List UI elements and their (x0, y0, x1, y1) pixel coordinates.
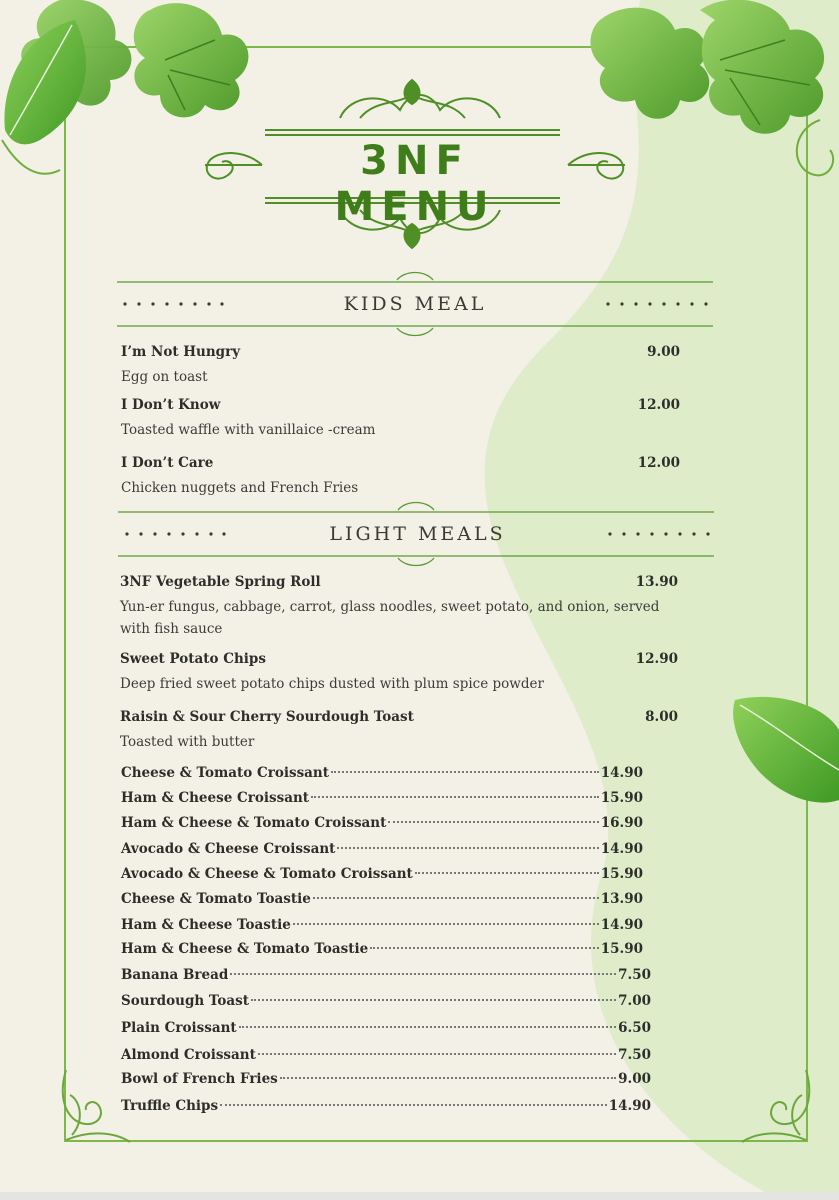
item-name: Sweet Potato Chips (120, 651, 266, 667)
list-item (121, 967, 651, 987)
bottom-strip (0, 1192, 839, 1200)
list-item (121, 765, 643, 785)
leader-dots (239, 1026, 616, 1028)
mint-leaf-icon (733, 697, 839, 803)
list-item-price: 9.00 (618, 1071, 651, 1087)
item-description: Chicken nuggets and French Fries (121, 480, 359, 496)
list-item (121, 866, 643, 886)
list-item-price: 13.90 (600, 891, 643, 907)
list-item-name: Ham & Cheese & Tomato Croissant (121, 815, 387, 831)
leader-dots (311, 796, 599, 798)
list-item-price: 6.50 (618, 1020, 651, 1036)
list-item-name: Cheese & Tomato Croissant (121, 765, 329, 781)
item-price: 13.90 (635, 574, 678, 590)
list-item-price: 15.90 (600, 941, 643, 957)
mint-leaf-icon (4, 20, 85, 144)
list-item-price: 14.90 (608, 1098, 651, 1114)
menu-title: 3NF MENU (334, 138, 496, 230)
list-item (121, 815, 643, 835)
list-item-name: Banana Bread (121, 967, 229, 983)
item-price: 8.00 (645, 709, 678, 725)
list-item-name: Avocado & Cheese & Tomato Croissant (121, 866, 413, 882)
list-item-price: 7.50 (618, 967, 651, 983)
list-item-price: 14.90 (600, 765, 643, 781)
leader-dots (370, 947, 599, 949)
leader-dots (415, 872, 599, 874)
leader-dots (331, 771, 599, 773)
list-item (121, 1098, 651, 1118)
list-item (121, 841, 643, 861)
list-item (121, 1071, 651, 1091)
list-item (121, 993, 651, 1013)
list-item-price: 7.00 (618, 993, 651, 1009)
item-name: Raisin & Sour Cherry Sourdough Toast (120, 709, 414, 725)
leader-dots (313, 897, 599, 899)
list-item-name: Ham & Cheese Croissant (121, 790, 309, 806)
list-item-name: Cheese & Tomato Toastie (121, 891, 311, 907)
list-item-name: Avocado & Cheese Croissant (121, 841, 336, 857)
leader-dots (258, 1053, 616, 1055)
list-item-name: Plain Croissant (121, 1020, 237, 1036)
item-description: Toasted with butter (120, 734, 255, 750)
item-name: I Don’t Know (121, 397, 221, 413)
item-price: 12.00 (637, 455, 680, 471)
item-name: 3NF Vegetable Spring Roll (120, 574, 321, 590)
list-item (121, 917, 643, 937)
list-item-price: 16.90 (600, 815, 643, 831)
list-item (121, 1047, 651, 1067)
item-description: Toasted waffle with vanillaice -cream (121, 422, 376, 438)
item-price: 9.00 (647, 344, 680, 360)
list-item-name: Almond Croissant (121, 1047, 256, 1063)
leader-dots (388, 821, 598, 823)
list-item-name: Ham & Cheese Toastie (121, 917, 291, 933)
item-name: I’m Not Hungry (121, 344, 241, 360)
list-item (121, 790, 643, 810)
leader-dots (230, 973, 616, 975)
list-item-price: 15.90 (600, 790, 643, 806)
leader-dots (293, 923, 599, 925)
section-title-kids-meal: KIDS MEAL (343, 293, 487, 315)
section-title-light-meals: LIGHT MEALS (329, 523, 506, 545)
corner-flourish-icon (63, 1070, 130, 1142)
list-item-name: Truffle Chips (121, 1098, 219, 1114)
leader-dots (337, 847, 598, 849)
list-item-price: 15.90 (600, 866, 643, 882)
item-price: 12.00 (637, 397, 680, 413)
list-item (121, 891, 643, 911)
list-item-price: 14.90 (600, 841, 643, 857)
grape-leaf-icon (590, 0, 833, 175)
list-item (121, 1020, 651, 1040)
item-description: Egg on toast (121, 369, 208, 385)
list-item-name: Sourdough Toast (121, 993, 249, 1009)
item-description: Deep fried sweet potato chips dusted with plum spice powder (120, 676, 544, 692)
item-price: 12.90 (635, 651, 678, 667)
item-name: I Don’t Care (121, 455, 214, 471)
list-item-name: Bowl of French Fries (121, 1071, 278, 1087)
leader-dots (251, 999, 616, 1001)
list-item-price: 7.50 (618, 1047, 651, 1063)
leader-dots (280, 1077, 616, 1079)
list-item (121, 941, 643, 961)
list-item-name: Ham & Cheese & Tomato Toastie (121, 941, 369, 957)
list-item-price: 14.90 (600, 917, 643, 933)
item-description: Yun-er fungus, cabbage, carrot, glass noodles, sweet potato, and onion, served with fish sauce (120, 599, 660, 637)
leader-dots (220, 1104, 607, 1106)
corner-flourish-icon (742, 1070, 809, 1142)
